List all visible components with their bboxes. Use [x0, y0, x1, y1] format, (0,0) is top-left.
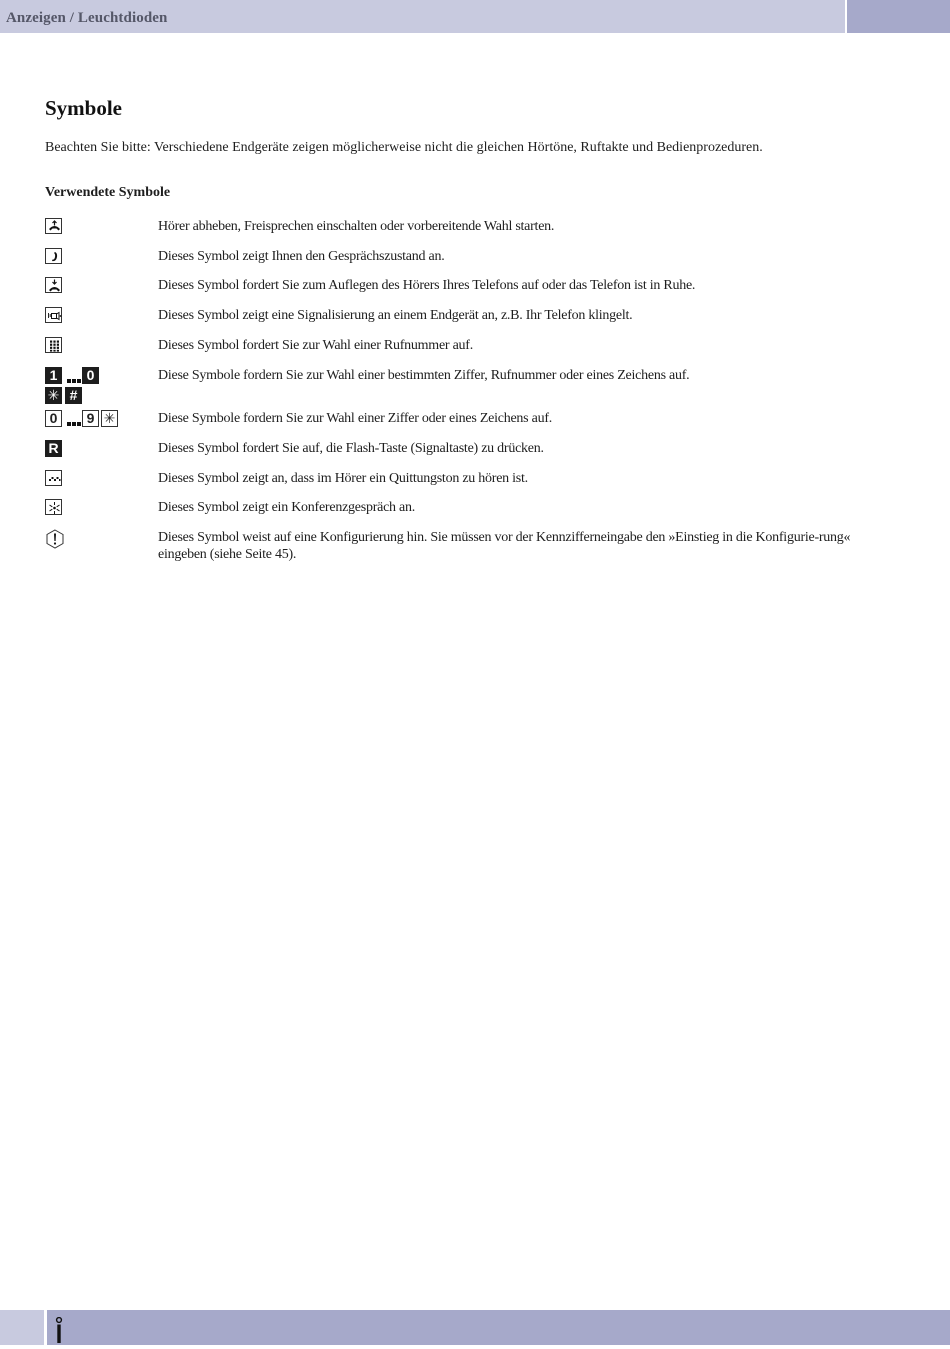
keypad-icon — [45, 337, 62, 353]
header-accent — [847, 0, 950, 33]
flash-key-icon: R — [45, 440, 62, 457]
footer-bar — [47, 1310, 950, 1345]
conference-icon — [45, 499, 62, 515]
key-1-icon: 1 — [45, 367, 62, 384]
handset-hangup-icon — [45, 277, 62, 293]
digit-keys-dark-icon — [45, 367, 99, 405]
symbol-description: Dieses Symbol fordert Sie auf, die Flash-Taste (Signaltaste) zu drücken. — [158, 441, 544, 456]
section-title: Anzeigen / Leuchtdioden — [6, 10, 168, 26]
intro-text: Beachten Sie bitte: Verschiedene Endgeräte zeigen möglicherweise nicht die gleichen Hörtöne, Ruftakte und Bedienprozeduren. — [45, 140, 763, 155]
ringing-icon — [45, 307, 62, 323]
symbol-description: Hörer abheben, Freisprechen einschalten oder vorbereitende Wahl starten. — [158, 219, 555, 234]
symbol-description: Dieses Symbol zeigt ein Konferenzgespräch an. — [158, 500, 415, 515]
key-9-icon: 9 — [82, 410, 99, 427]
configuration-warning-icon — [45, 529, 65, 549]
confirmation-tone-icon — [45, 470, 62, 486]
key-0-icon: 0 — [45, 410, 62, 427]
symbol-description: Dieses Symbol weist auf eine Konfigurierung hin. Sie müssen vor der Kennzifferneingabe den »Einstieg in die Konfigurie-rung« eingeben (siehe Seite 45). — [158, 530, 851, 562]
key-star-icon: ✳ — [45, 387, 62, 404]
ellipsis-icon — [62, 367, 77, 384]
handset-lift-icon — [45, 218, 62, 234]
key-hash-icon: # — [65, 387, 82, 404]
footer-bar-left — [0, 1310, 44, 1345]
key-0-icon: 0 — [82, 367, 99, 384]
section-subheading: Verwendete Symbole — [45, 185, 171, 200]
symbol-description: Dieses Symbol zeigt an, dass im Hörer ein Quittungston zu hören ist. — [158, 471, 528, 486]
header-bar — [0, 0, 845, 33]
symbol-description: Dieses Symbol zeigt eine Signalisierung an einem Endgerät an, z.B. Ihr Telefon klingelt. — [158, 308, 633, 323]
symbol-description: Diese Symbole fordern Sie zur Wahl einer Ziffer oder eines Zeichens auf. — [158, 411, 552, 426]
symbol-description: Diese Symbole fordern Sie zur Wahl einer bestimmten Ziffer, Rufnummer oder eines Zeichens auf. — [158, 368, 690, 383]
symbol-description: Dieses Symbol zeigt Ihnen den Gesprächszustand an. — [158, 249, 445, 264]
ellipsis-icon — [62, 410, 77, 427]
call-state-icon — [45, 248, 62, 264]
digit-keys-light-icon — [45, 410, 118, 428]
key-star-icon: ✳ — [101, 410, 118, 427]
symbol-description: Dieses Symbol fordert Sie zum Auflegen des Hörers Ihres Telefons auf oder das Telefon ist in Ruhe. — [158, 278, 696, 293]
page-title: Symbole — [45, 96, 123, 120]
info-icon — [55, 1317, 63, 1349]
symbol-description: Dieses Symbol fordert Sie zur Wahl einer Rufnummer auf. — [158, 338, 473, 353]
